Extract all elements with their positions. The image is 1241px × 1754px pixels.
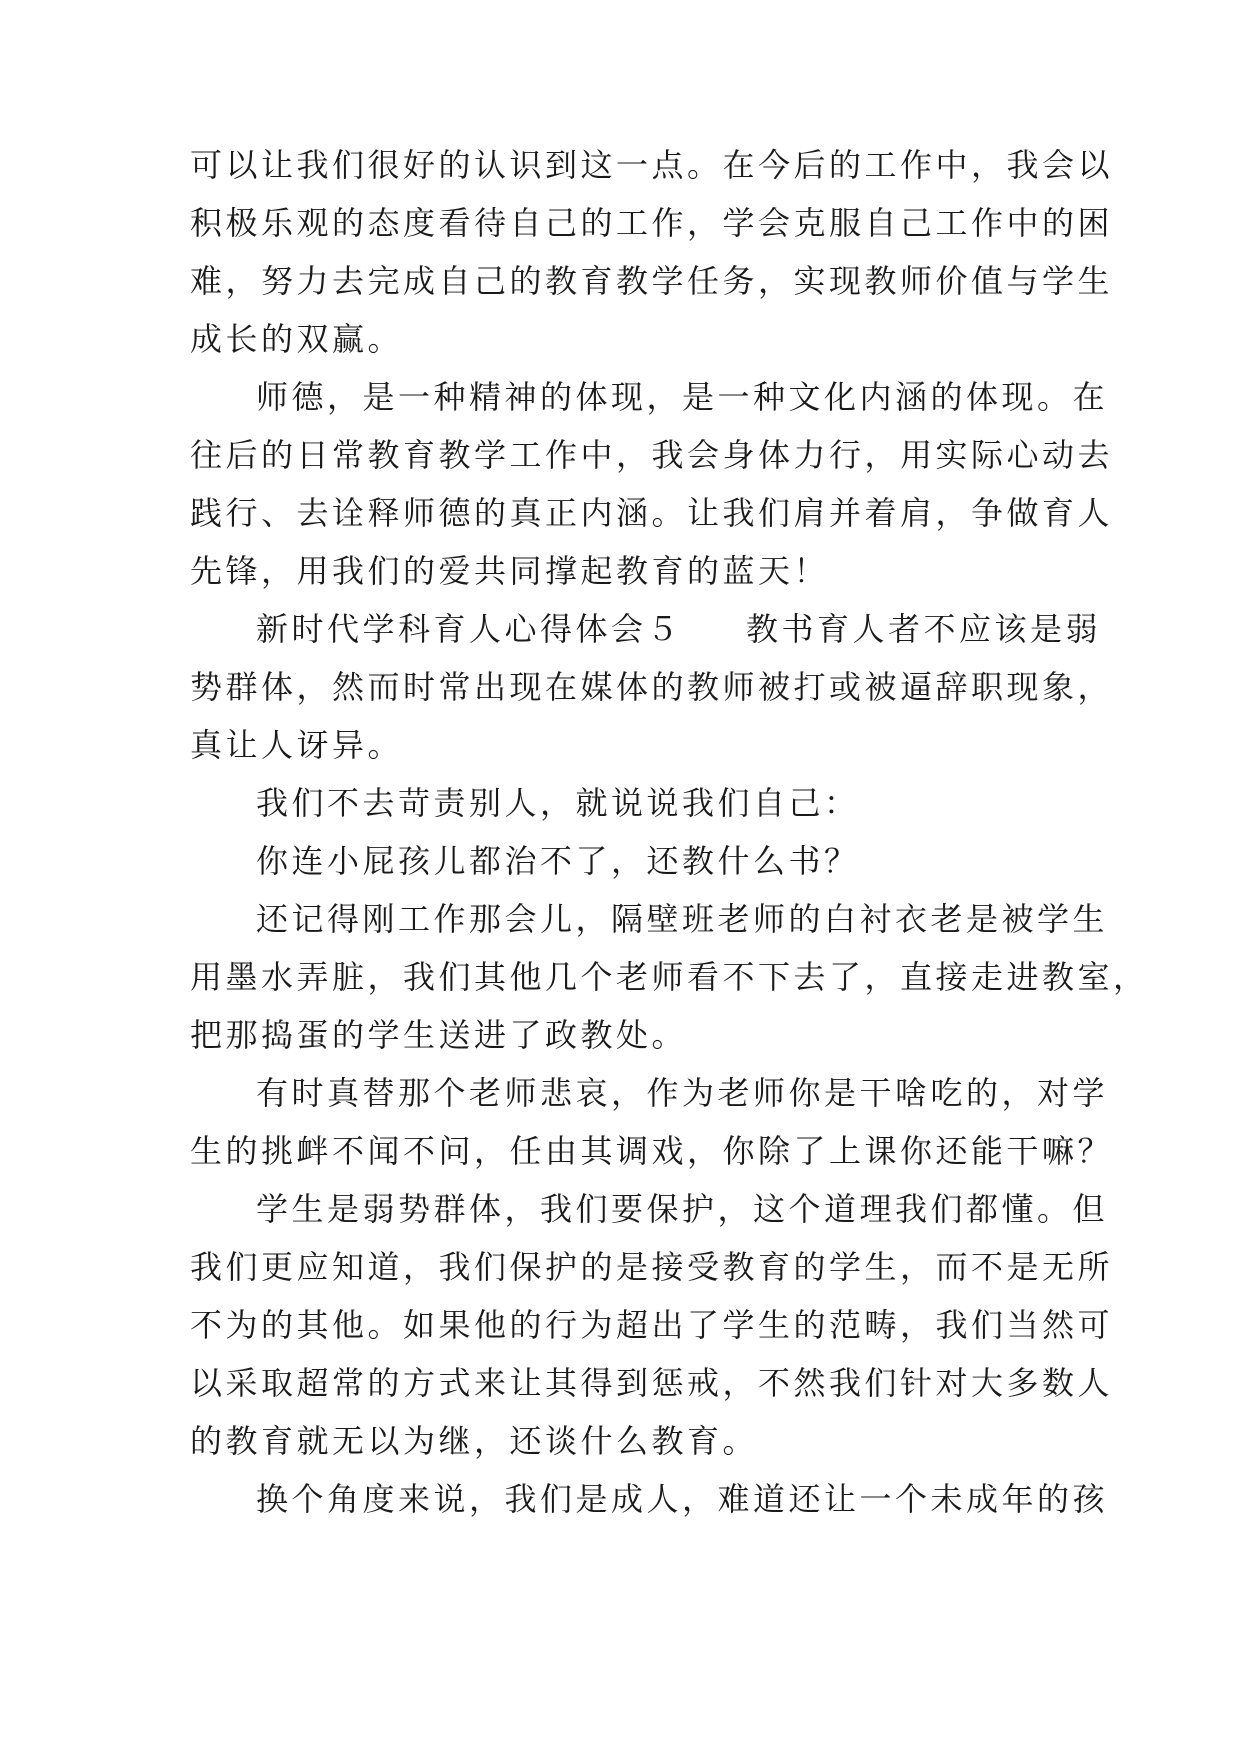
heading-line <box>190 600 1102 658</box>
text-line: 还记得刚工作那会儿，隔壁班老师的白衬衣老是被学生 <box>256 900 1109 938</box>
paragraph <box>190 600 1114 774</box>
paragraph <box>190 832 1050 890</box>
text-line: 势群体，然而时常出现在媒体的教师被打或被逼辞职现象， <box>190 668 1114 706</box>
text-line: 有时真替那个老师悲哀，作为老师你是干啥吃的，对学 <box>256 1074 1109 1112</box>
text-line: 把那捣蛋的学生送进了政教处。 <box>190 1016 688 1054</box>
section-heading: 新时代学科育人心得体会５ <box>256 610 683 648</box>
paragraph <box>190 136 1114 368</box>
paragraph <box>190 368 1114 600</box>
text-line: 我们更应知道，我们保护的是接受教育的学生，而不是无所 <box>190 1248 1114 1286</box>
text-line: 积极乐观的态度看待自己的工作，学会克服自己工作中的困 <box>190 204 1114 242</box>
text-line: 用墨水弄脏，我们其他几个老师看不下去了，直接走进教室， <box>190 958 1149 996</box>
heading-rest: 教书育人者不应该是弱 <box>746 610 1102 648</box>
paragraph <box>190 1180 1114 1470</box>
text-line: 可以让我们很好的认识到这一点。在今后的工作中，我会以 <box>190 146 1114 184</box>
paragraph <box>190 774 1050 832</box>
text-line: 生的挑衅不闻不问，任由其调戏，你除了上课你还能干嘛？ <box>190 1132 1114 1170</box>
text-line: 你连小屁孩儿都治不了，还教什么书？ <box>256 842 860 880</box>
text-line: 换个角度来说，我们是成人，难道还让一个未成年的孩 <box>256 1480 1109 1518</box>
text-line: 以采取超常的方式来让其得到惩戒，不然我们针对大多数人 <box>190 1364 1114 1402</box>
paragraph <box>190 1470 1109 1528</box>
paragraph <box>190 1064 1114 1180</box>
text-line: 先锋，用我们的爱共同撑起教育的蓝天！ <box>190 552 830 590</box>
text-line: 的教育就无以为继，还谈什么教育。 <box>190 1422 759 1460</box>
text-line: 师德，是一种精神的体现，是一种文化内涵的体现。在 <box>256 378 1109 416</box>
paragraph <box>190 890 1149 1064</box>
text-line: 往后的日常教育教学工作中，我会身体力行，用实际心动去 <box>190 436 1114 474</box>
text-line: 学生是弱势群体，我们要保护，这个道理我们都懂。但 <box>256 1190 1109 1228</box>
text-line: 践行、去诠释师德的真正内涵。让我们肩并着肩，争做育人 <box>190 494 1114 532</box>
text-line: 我们不去苛责别人，就说说我们自己： <box>256 784 860 822</box>
text-line: 难，努力去完成自己的教育教学任务，实现教师价值与学生 <box>190 262 1114 300</box>
text-line: 成长的双赢。 <box>190 320 404 358</box>
text-line: 不为的其他。如果他的行为超出了学生的范畴，我们当然可 <box>190 1306 1114 1344</box>
document-page <box>190 136 1149 1528</box>
text-line: 真让人讶异。 <box>190 726 404 764</box>
